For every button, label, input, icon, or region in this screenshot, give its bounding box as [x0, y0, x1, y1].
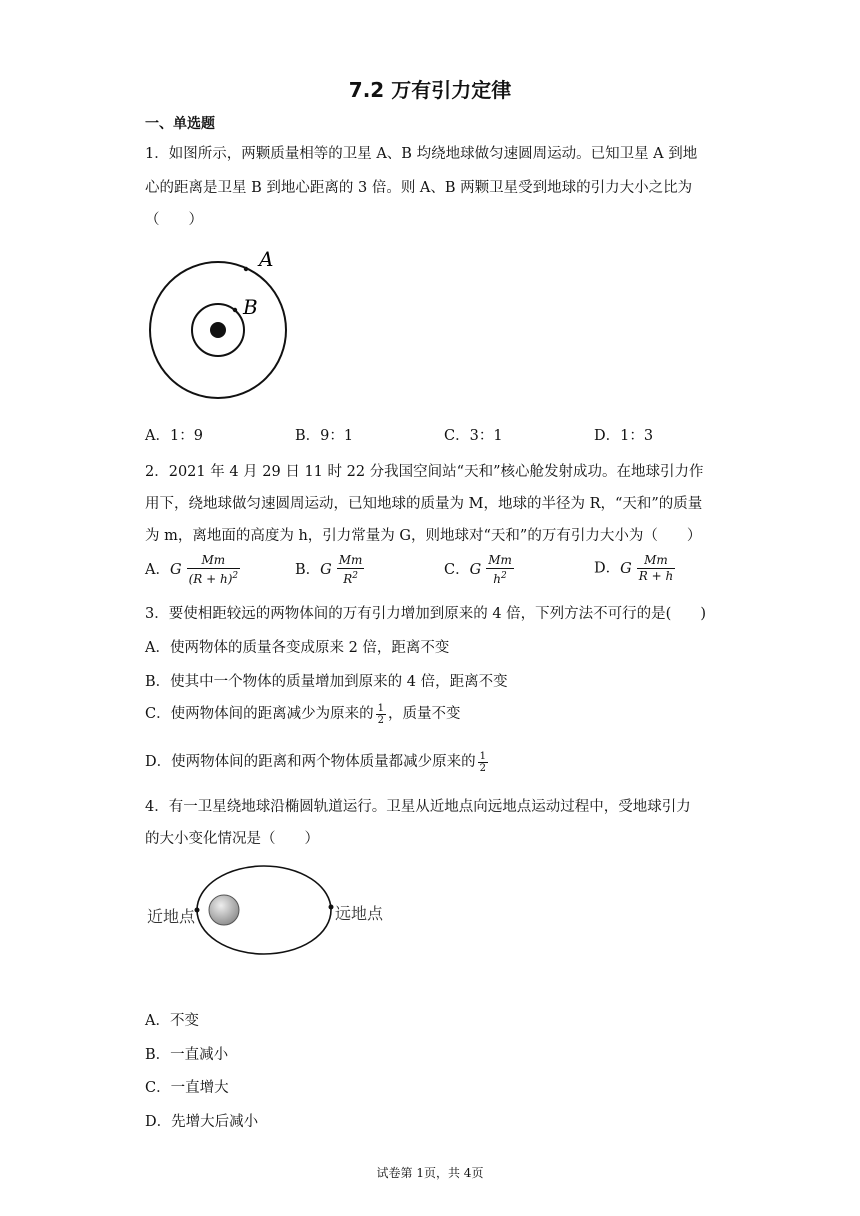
label-b: B — [243, 295, 258, 319]
q2-option-b — [295, 553, 366, 587]
formula-c — [486, 553, 514, 587]
q4-option-a: A．不变 — [145, 1013, 199, 1029]
half-num: 1 — [377, 702, 384, 714]
formula-a — [187, 553, 241, 587]
q1-orbit-figure — [140, 240, 310, 405]
q3-option-d-text: D．使两物体间的距离和两个物体质量都减少原来的 — [145, 754, 476, 770]
q2-line-3: 为 m，离地面的高度为 h，引力常量为 G，则地球对“天和”的万有引力大小为（ ） — [145, 528, 702, 544]
q2-option-a-label: A． — [145, 562, 170, 578]
formula-b-num: Mm — [338, 553, 363, 567]
q1-option-d: D．1：3 — [594, 428, 654, 444]
formula-c-den — [486, 569, 514, 587]
q1-option-a: A．1：9 — [145, 428, 203, 444]
const-g: G — [320, 562, 332, 578]
half-den: 2 — [479, 762, 486, 774]
q3-stem: 3．要使相距较远的两物体间的万有引力增加到原来的 4 倍，下列方法不可行的是( ) — [145, 606, 706, 622]
formula-c-den-base: h — [493, 572, 502, 586]
satellite-a — [244, 267, 248, 271]
q4-option-d: D．先增大后减小 — [145, 1114, 259, 1130]
q2-option-b-label: B． — [295, 562, 321, 578]
const-g: G — [169, 562, 182, 578]
const-g: G — [620, 560, 632, 577]
formula-b-den — [337, 569, 365, 587]
formula-a-den-exp: 2 — [232, 571, 239, 581]
q1-option-b: B．9：1 — [295, 428, 354, 444]
q4-option-b: B．一直减小 — [145, 1047, 229, 1063]
formula-b — [337, 553, 365, 587]
q4-line-1: 4．有一卫星绕地球沿椭圆轨道运行。卫星从近地点向远地点运动过程中，受地球引力 — [145, 799, 691, 815]
q2-line-1: 2．2021 年 4 月 29 日 11 时 22 分我国空间站“天和”核心舱发射成功。在地球引力作 — [145, 464, 704, 480]
fraction-half — [376, 703, 386, 726]
section-heading: 一、单选题 — [145, 116, 215, 132]
half-den: 2 — [377, 714, 384, 726]
q3-option-c — [145, 702, 460, 726]
label-a: A — [259, 247, 274, 271]
q4-ellipse-figure — [140, 862, 400, 962]
q1-line-1: 1．如图所示，两颗质量相等的卫星 A、B 均绕地球做匀速圆周运动。已知卫星 A 到地 — [145, 146, 698, 162]
q2-option-c — [444, 553, 516, 587]
formula-c-den-exp: 2 — [501, 571, 507, 581]
apogee-point — [329, 905, 334, 910]
satellite-b — [233, 308, 237, 312]
q2-line-2: 用下，绕地球做匀速圆周运动，已知地球的质量为 M，地球的半径为 R，“天和”的质量 — [145, 496, 703, 512]
q3-option-c-text: C．使两物体间的距离减少为原来的 — [145, 706, 374, 722]
formula-b-den-base: R — [343, 572, 353, 586]
q3-option-d — [145, 750, 490, 774]
q4-line-2: 的大小变化情况是（ ） — [145, 831, 319, 847]
q2-option-d-label: D． — [594, 560, 621, 577]
q2-option-a — [145, 553, 242, 587]
q1-line-2: 心的距离是卫星 B 到地心距离的 3 倍。则 A、B 两颗卫星受到地球的引力大小之比为 — [145, 180, 693, 196]
formula-a-den-base: (R + h) — [188, 572, 233, 586]
formula-d-den: R + h — [638, 569, 674, 583]
q3-option-b: B．使其中一个物体的质量增加到原来的 4 倍，距离不变 — [145, 674, 508, 690]
apogee-label: 远地点 — [335, 904, 384, 923]
formula-a-den — [187, 569, 241, 587]
q3-option-a: A．使两物体的质量各变成原来 2 倍，距离不变 — [145, 640, 450, 656]
fraction-half — [478, 751, 488, 774]
formula-a-num: Mm — [187, 553, 241, 569]
formula-d-num: Mm — [637, 553, 675, 569]
formula-d — [637, 553, 675, 584]
q2-option-d — [594, 553, 677, 584]
q1-line-3: （ ） — [145, 212, 203, 228]
q2-option-c-label: C． — [444, 562, 470, 578]
page-footer: 试卷第 1页，共 4页 — [376, 1166, 484, 1180]
page-title: 7.2 万有引力定律 — [348, 78, 512, 102]
earth-dot — [210, 322, 226, 338]
q4-option-c: C．一直增大 — [145, 1080, 229, 1096]
formula-b-den-exp: 2 — [352, 571, 358, 581]
earth-sphere — [209, 895, 239, 925]
q1-option-c: C．3：1 — [444, 428, 503, 444]
perigee-label: 近地点 — [147, 907, 196, 926]
half-num: 1 — [479, 750, 486, 762]
const-g: G — [469, 562, 482, 578]
formula-c-num: Mm — [488, 553, 512, 567]
perigee-point — [195, 908, 200, 913]
q3-option-c-text-end: ，质量不变 — [387, 706, 461, 722]
